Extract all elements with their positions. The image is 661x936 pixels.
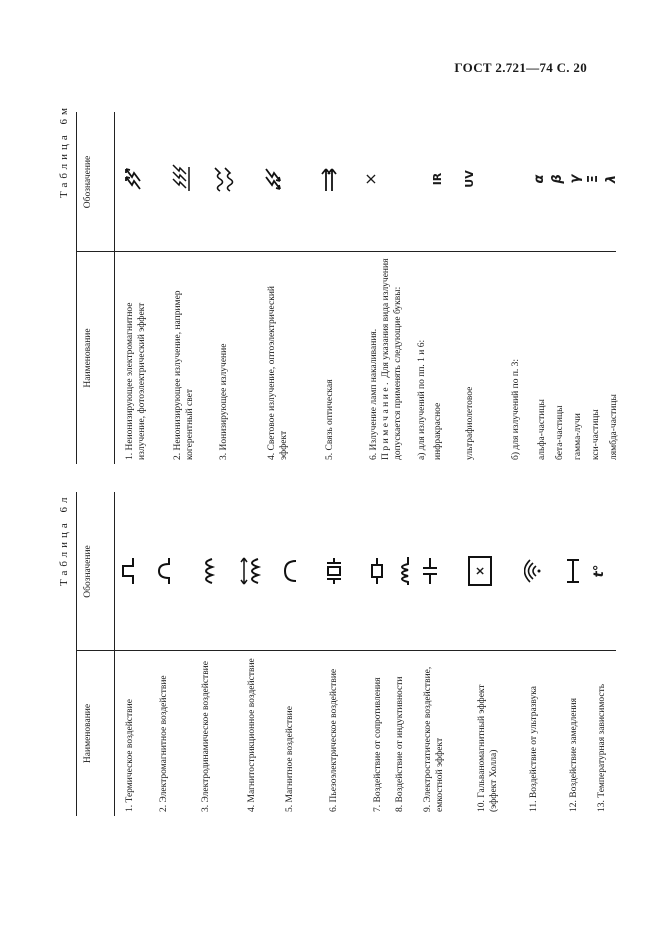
- row-name: 6. Излучение ламп накаливания.: [369, 328, 379, 460]
- piezo-crystal-icon: [324, 551, 344, 591]
- row-name: 5. Связь оптическая: [325, 379, 335, 460]
- note-label: Примечание.: [381, 380, 391, 460]
- row-name: 2. Неионизирующее излучение, например когерентный свет: [173, 290, 195, 460]
- ir-label: инфракрасное: [433, 402, 443, 460]
- particle-name: лямбда-частицы: [609, 394, 619, 460]
- table1-title: Таблица 6л: [58, 493, 70, 586]
- row-name: 4. Магнитострикционное воздействие: [247, 658, 257, 812]
- particle-name: альфа-частицы: [537, 399, 547, 460]
- table1-col-name: Наименование: [83, 703, 93, 764]
- hall-effect-box-icon: [468, 551, 492, 591]
- table2-col-symbol: Обозначение: [83, 155, 93, 209]
- ir-symbol: IR: [431, 172, 444, 186]
- particle-name: бета-частицы: [555, 405, 565, 460]
- uv-symbol: UV: [463, 170, 476, 188]
- inductor-icon: [392, 551, 414, 591]
- electromagnetic-arc-icon: [156, 551, 172, 591]
- row-name: 10. Гальваномагнитный эффект (эффект Холла): [477, 684, 499, 812]
- thermal-step-icon: [120, 551, 136, 591]
- sub-a-label: а) для излучений по пп. 1 и 6:: [417, 339, 427, 460]
- coherent-light-icon: [168, 159, 192, 199]
- row-name: 7. Воздействие от сопротивления: [373, 677, 383, 812]
- row-name: 1. Термическое воздействие: [125, 699, 135, 812]
- row-name: 3. Электродинамическое воздействие: [201, 661, 211, 812]
- row-name: 5. Магнитное воздействие: [285, 706, 295, 812]
- incandescent-cross-icon: ×: [361, 172, 380, 186]
- particle-name: кси-частицы: [591, 409, 601, 460]
- row-name: 1. Неионизирующее электромагнитное излучение, фотоэлектрический эффект: [125, 302, 147, 460]
- alpha-symbol: α: [532, 174, 547, 184]
- row-name: 6. Пьезоэлектрическое воздействие: [329, 668, 339, 812]
- table2-title: Таблица 6м: [58, 103, 70, 198]
- table-6l: [76, 492, 616, 816]
- table2-col-name: Наименование: [83, 328, 93, 388]
- delay-bar-icon: [564, 551, 582, 591]
- light-emission-icon: [262, 159, 284, 199]
- row-name: 4. Световое излучение, оптоэлектрический эффект: [267, 285, 289, 460]
- hall-effect-cross: ×: [468, 556, 492, 586]
- row-name: 11. Воздействие от ультразвука: [529, 685, 539, 812]
- magnetostriction-coil-icon: [240, 551, 266, 591]
- temperature-icon: t°: [592, 564, 607, 578]
- row-name: 12. Воздействие замедления: [569, 698, 579, 812]
- particle-name: гамма-лучи: [573, 413, 583, 460]
- capacitor-icon: [420, 551, 440, 591]
- lambda-symbol: λ: [604, 174, 619, 184]
- ionizing-radiation-icon: [212, 159, 236, 199]
- xi-symbol: Ξ: [586, 174, 601, 184]
- row-name: 8. Воздействие от индуктивности: [395, 676, 405, 812]
- row-name: 13. Температурная зависимость: [597, 683, 607, 812]
- page-header: ГОСТ 2.721—74 С. 20: [454, 60, 587, 75]
- optical-link-icon: [318, 159, 340, 199]
- row-name: 9. Электростатическое воздействие, емкостной эффект: [423, 666, 445, 812]
- electrodynamic-coil-icon: [198, 551, 216, 591]
- note: [380, 255, 404, 460]
- magnetic-arc-icon: [282, 551, 300, 591]
- table-6m: [76, 112, 619, 464]
- ultrasound-waves-icon: [524, 551, 542, 591]
- note-text: Для указания вида излучения допускается применять следующие буквы:: [381, 258, 403, 460]
- beta-symbol: β: [550, 174, 565, 184]
- sub-b-label: б) для излучений по п. 3:: [511, 358, 521, 460]
- rotated-page-content: [58, 96, 618, 816]
- nonionizing-radiation-icon: [122, 159, 144, 199]
- resistor-icon: [368, 551, 386, 591]
- row-name: 2. Электромагнитное воздействие: [159, 675, 169, 812]
- table1-col-symbol: Обозначение: [83, 545, 93, 598]
- row-name: 3. Ионизирующее излучение: [219, 343, 229, 460]
- gamma-symbol: γ: [568, 174, 583, 184]
- uv-label: ультрафиолетовое: [465, 386, 475, 460]
